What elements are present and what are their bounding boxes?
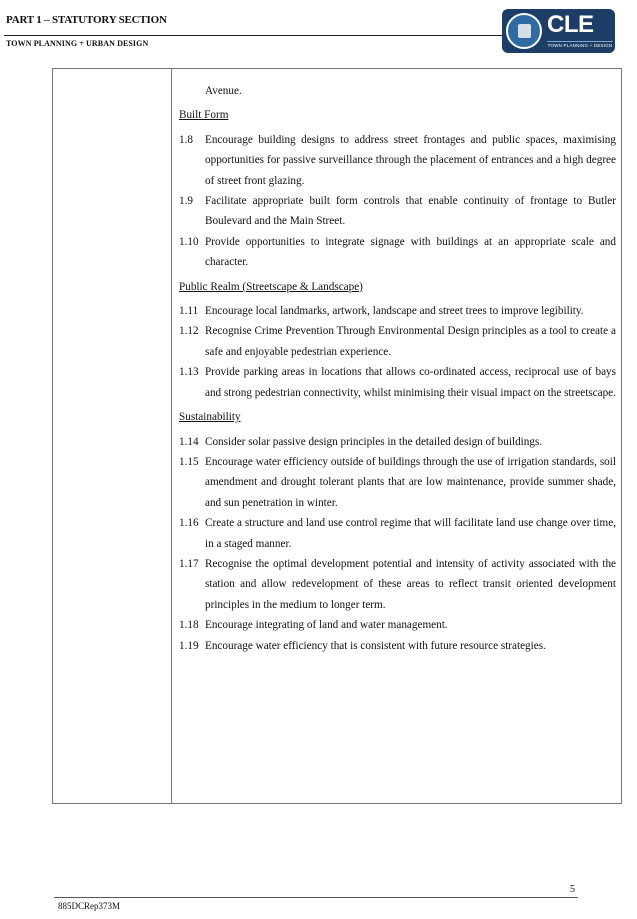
section-subtitle: TOWN PLANNING + URBAN DESIGN [6, 39, 149, 48]
continuation-text: Avenue. [205, 85, 242, 97]
list-item [179, 191, 616, 232]
item-number: 1.16 [179, 517, 199, 530]
item-number: 1.18 [179, 619, 199, 632]
item-text: Recognise the optimal development potential and intensity of activity associated with the station and allow redevelopment of these areas to reflect transit oriented development principles in the medium to longer term. [205, 557, 616, 611]
item-number: 1.10 [179, 235, 199, 248]
item-number: 1.12 [179, 325, 199, 338]
list-item [179, 432, 616, 452]
list-item [179, 452, 616, 513]
logo-tagline: TOWN PLANNING + DESIGN [547, 43, 613, 48]
list-item [179, 615, 616, 635]
item-number: 1.14 [179, 435, 199, 448]
content-cell [179, 81, 616, 656]
item-text: Create a structure and land use control regime that will facilitate land use change over time, in a staged manner. [205, 517, 616, 550]
section-title: PART 1 – STATUTORY SECTION [6, 14, 167, 26]
header-divider [4, 35, 506, 36]
heading-built-form: Built Form [179, 109, 229, 122]
item-text: Encourage water efficiency that is consistent with future resource strategies. [205, 639, 546, 652]
building-icon [506, 13, 542, 49]
column-divider [171, 69, 172, 803]
item-text: Encourage local landmarks, artwork, landscape and street trees to improve legibility. [205, 305, 584, 318]
list-item [179, 130, 616, 191]
item-number: 1.19 [179, 639, 199, 652]
item-number: 1.17 [179, 557, 199, 570]
footer-divider [54, 897, 578, 898]
item-text: Recognise Crime Prevention Through Environmental Design principles as a tool to create a safe and enjoyable pedestrian experience. [205, 325, 616, 358]
item-text: Encourage integrating of land and water management. [205, 619, 448, 632]
company-logo [502, 9, 615, 53]
item-number: 1.9 [179, 195, 193, 208]
item-text: Consider solar passive design principles in the detailed design of buildings. [205, 435, 543, 448]
item-text: Provide opportunities to integrate signage with buildings at an appropriate scale and character. [205, 235, 616, 269]
list-item [179, 554, 616, 615]
list-item [179, 636, 616, 656]
list-item [179, 362, 616, 403]
list-item [179, 513, 616, 554]
list-item [179, 321, 616, 362]
item-text: Encourage water efficiency outside of buildings through the use of irrigation standards, soil amendment and drought tolerant plants that are low maintenance, provide summer shade, and sun penetration in winter. [205, 455, 616, 509]
content-table [52, 68, 622, 804]
list-item [179, 301, 616, 321]
item-number: 1.13 [179, 366, 199, 379]
item-text: Encourage building designs to address street frontages and public spaces, maximising opportunities for passive surveillance through the placement of entrances and a high degree of street front glazing. [205, 133, 616, 187]
logo-wordmark: CLE [547, 11, 594, 38]
item-number: 1.11 [179, 305, 199, 318]
document-reference: 885DCRep373M [58, 901, 121, 911]
page-number: 5 [570, 884, 575, 895]
list-item [179, 232, 616, 273]
item-text: Provide parking areas in locations that allows co-ordinated access, reciprocal use of bays and strong pedestrian connectivity, whilst minimising their visual impact on the streetscape. [205, 366, 616, 399]
item-text: Facilitate appropriate built form controls that enable continuity of frontage to Butler Boulevard and the Main Street. [205, 195, 616, 228]
item-number: 1.8 [179, 133, 193, 146]
heading-sustainability: Sustainability [179, 411, 241, 424]
item-number: 1.15 [179, 455, 199, 468]
heading-public-realm: Public Realm (Streetscape & Landscape) [179, 280, 363, 293]
